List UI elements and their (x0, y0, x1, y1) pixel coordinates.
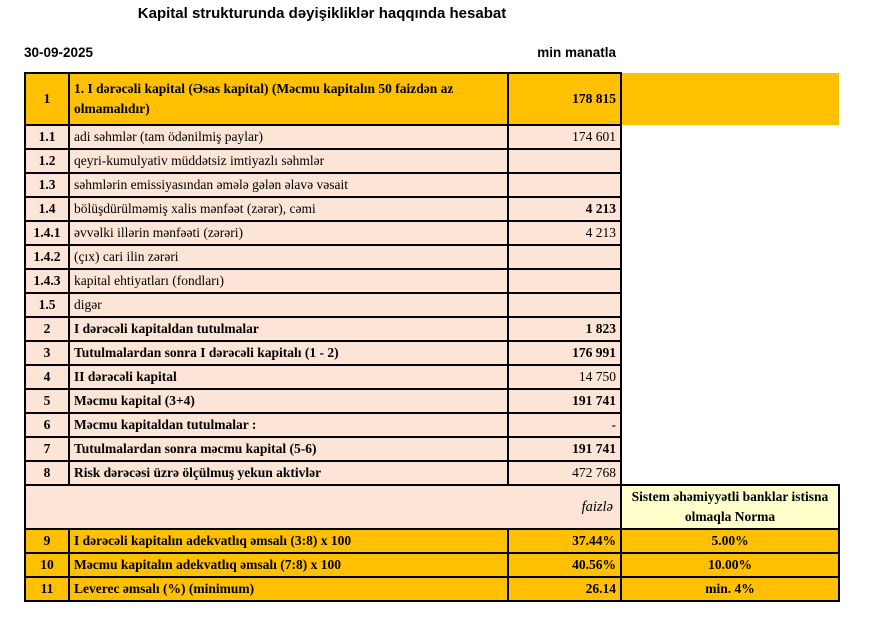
report-date: 30-09-2025 (24, 45, 94, 60)
row-value: 37.44% (508, 529, 621, 553)
table-row (25, 269, 839, 293)
table-row (25, 173, 839, 197)
row-value: 178 815 (508, 73, 621, 125)
row-label: digər (69, 293, 508, 317)
row-number: 10 (25, 553, 69, 577)
row-number: 3 (25, 341, 69, 365)
row-number: 1.4 (25, 197, 69, 221)
row-value: 26.14 (508, 577, 621, 601)
row-value: 472 768 (508, 461, 621, 485)
empty-area (621, 389, 839, 413)
norma-value: 10.00% (621, 553, 839, 577)
empty-area (621, 149, 839, 173)
percent-header-row (25, 485, 839, 529)
norma-value: min. 4% (621, 577, 839, 601)
row-value: 4 213 (508, 197, 621, 221)
table-row (25, 413, 839, 437)
row-label: Məcmu kapital (3+4) (69, 389, 508, 413)
row-label: adi səhmlər (tam ödənilmiş paylar) (69, 125, 508, 149)
table-row (25, 73, 839, 125)
unit-label: min manatla (537, 45, 616, 60)
row-number: 1.4.1 (25, 221, 69, 245)
empty-area (621, 73, 839, 125)
row-number: 1.1 (25, 125, 69, 149)
row-label: Məcmu kapitaldan tutulmalar : (69, 413, 508, 437)
empty-area (621, 461, 839, 485)
empty-area (621, 317, 839, 341)
row-label: 1. I dərəcəli kapital (Əsas kapital) (Məcmu kapitalın 50 faizdən az olmamalıdır) (69, 73, 508, 125)
ratio-row (25, 529, 839, 553)
row-number: 1.4.2 (25, 245, 69, 269)
norma-column-header: Sistem əhəmiyyətli banklar istisna olmaqla Norma (621, 485, 839, 529)
row-number: 1.2 (25, 149, 69, 173)
row-value: 174 601 (508, 125, 621, 149)
table-row (25, 365, 839, 389)
row-label: Tutulmalardan sonra I dərəcəli kapitalı (1 - 2) (69, 341, 508, 365)
row-number: 1.3 (25, 173, 69, 197)
row-value: - (508, 413, 621, 437)
row-number: 2 (25, 317, 69, 341)
table-row (25, 221, 839, 245)
empty-area (621, 245, 839, 269)
row-number: 1 (25, 73, 69, 125)
row-value: 4 213 (508, 221, 621, 245)
row-label: əvvəlki illərin mənfəəti (zərəri) (69, 221, 508, 245)
row-label: I dərəcəli kapitalın adekvatlıq əmsalı (3:8) x 100 (69, 529, 508, 553)
row-value (508, 269, 621, 293)
norma-value: 5.00% (621, 529, 839, 553)
row-label: Məcmu kapitalın adekvatlıq əmsalı (7:8) x 100 (69, 553, 508, 577)
percent-label: faizlə (25, 485, 621, 529)
row-label: (çıx) cari ilin zərəri (69, 245, 508, 269)
row-label: bölüşdürülməmiş xalis mənfəət (zərər), cəmi (69, 197, 508, 221)
empty-area (621, 437, 839, 461)
empty-area (621, 173, 839, 197)
row-number: 5 (25, 389, 69, 413)
row-label: kapital ehtiyatları (fondları) (69, 269, 508, 293)
row-value: 14 750 (508, 365, 621, 389)
row-number: 6 (25, 413, 69, 437)
row-label: Leverec əmsalı (%) (minimum) (69, 577, 508, 601)
table-row (25, 197, 839, 221)
row-number: 1.4.3 (25, 269, 69, 293)
table-row (25, 461, 839, 485)
row-number: 1.5 (25, 293, 69, 317)
row-label: Tutulmalardan sonra məcmu kapital (5-6) (69, 437, 508, 461)
row-number: 8 (25, 461, 69, 485)
row-value: 176 991 (508, 341, 621, 365)
table-row (25, 125, 839, 149)
table-row (25, 293, 839, 317)
row-label: I dərəcəli kapitaldan tutulmalar (69, 317, 508, 341)
row-number: 11 (25, 577, 69, 601)
capital-structure-table (24, 72, 840, 602)
row-number: 7 (25, 437, 69, 461)
empty-area (621, 197, 839, 221)
empty-area (621, 125, 839, 149)
table-row (25, 245, 839, 269)
meta-line (24, 45, 616, 60)
row-label: Risk dərəcəsi üzrə ölçülmuş yekun aktivlər (69, 461, 508, 485)
row-number: 9 (25, 529, 69, 553)
ratio-row (25, 553, 839, 577)
row-label: səhmlərin emissiyasından əmələ gələn əlavə vəsait (69, 173, 508, 197)
table-row (25, 149, 839, 173)
row-value (508, 245, 621, 269)
row-label: qeyri-kumulyativ müddətsiz imtiyazlı səhmlər (69, 149, 508, 173)
row-value: 1 823 (508, 317, 621, 341)
table-row (25, 341, 839, 365)
row-value: 191 741 (508, 437, 621, 461)
empty-area (621, 341, 839, 365)
report-title: Kapital strukturunda dəyişikliklər haqqında hesabat (137, 5, 507, 22)
empty-area (621, 365, 839, 389)
row-value: 191 741 (508, 389, 621, 413)
row-value: 40.56% (508, 553, 621, 577)
table-row (25, 317, 839, 341)
empty-area (621, 269, 839, 293)
empty-area (621, 413, 839, 437)
row-value (508, 173, 621, 197)
row-value (508, 293, 621, 317)
table-row (25, 437, 839, 461)
empty-area (621, 221, 839, 245)
empty-area (621, 293, 839, 317)
row-value (508, 149, 621, 173)
table-row (25, 389, 839, 413)
row-label: II dərəcəli kapital (69, 365, 508, 389)
row-number: 4 (25, 365, 69, 389)
ratio-row (25, 577, 839, 601)
